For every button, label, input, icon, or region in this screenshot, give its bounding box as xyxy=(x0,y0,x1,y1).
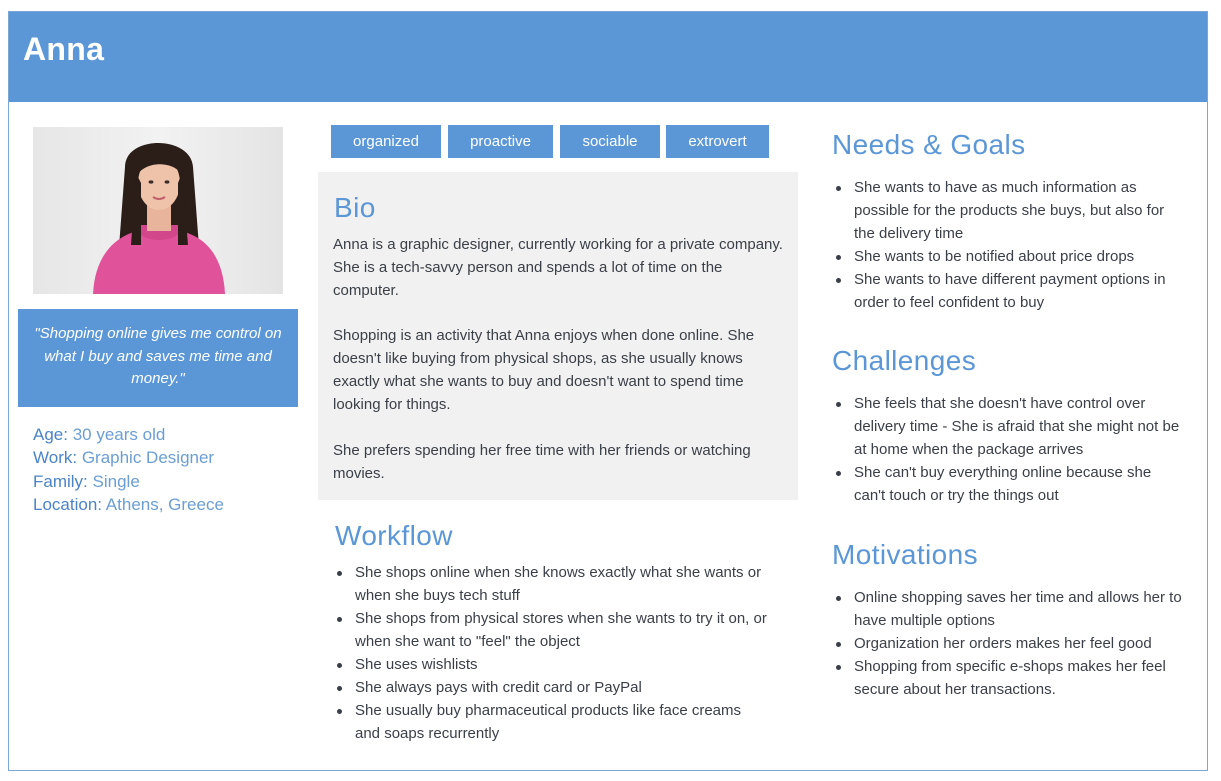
bio-section xyxy=(318,172,798,500)
needs-goals-list xyxy=(833,176,1188,314)
list-item: Organization her orders makes her feel good xyxy=(833,632,1188,655)
persona-facts xyxy=(33,423,293,516)
trait-tag: organized xyxy=(331,125,441,158)
persona-card xyxy=(8,11,1208,771)
challenges-list xyxy=(833,392,1183,507)
persona-quote: "Shopping online gives me control on what I buy and saves me time and money." xyxy=(18,309,298,407)
workflow-heading: Workflow xyxy=(335,520,453,551)
persona-name: Anna xyxy=(23,31,105,67)
bio-paragraph: Anna is a graphic designer, currently working for a private company. She is a tech-savvy person and spends a lot of time on the computer. xyxy=(333,236,783,299)
fact-age: Age: 30 years old xyxy=(33,425,166,444)
list-item: Shopping from specific e-shops makes her feel secure about her transactions. xyxy=(833,655,1188,701)
list-item: She can't buy everything online because she can't touch or try the things out xyxy=(833,461,1183,507)
needs-goals-heading: Needs & Goals xyxy=(832,129,1026,160)
list-item: She wants to have different payment options in order to feel confident to buy xyxy=(833,268,1188,314)
list-item: She uses wishlists xyxy=(334,653,789,676)
trait-tag: extrovert xyxy=(666,125,769,158)
fact-work: Work: Graphic Designer xyxy=(33,448,215,468)
fact-family: Family: Single xyxy=(33,471,140,491)
persona-photo xyxy=(33,127,283,294)
workflow-list xyxy=(334,561,789,745)
list-item: She always pays with credit card or PayPal xyxy=(334,676,789,699)
bio-heading: Bio xyxy=(334,192,376,223)
fact-location: Location: Athens, Greece xyxy=(33,494,224,514)
motivations-list xyxy=(833,586,1188,701)
motivations-heading: Motivations xyxy=(832,539,979,570)
persona-header xyxy=(9,12,1207,102)
list-item: She shops from physical stores when she wants to try it on, or when she want to "feel" the object xyxy=(334,607,789,653)
list-item: She wants to have as much information as possible for the products she buys, but also for the delivery time xyxy=(833,176,1188,245)
bio-paragraph: She prefers spending her free time with her friends or watching movies. xyxy=(333,442,751,482)
list-item: She feels that she doesn't have control over delivery time - She is afraid that she might not be at home when the package arrives xyxy=(833,392,1183,461)
trait-tag: sociable xyxy=(560,125,660,158)
list-item: Online shopping saves her time and allows her to have multiple options xyxy=(833,586,1188,632)
list-item: She shops online when she knows exactly what she wants or when she buys tech stuff xyxy=(334,561,789,607)
list-item: She usually buy pharmaceutical products like face creams and soaps recurrently xyxy=(334,699,764,745)
persona-portrait-illustration xyxy=(33,127,283,294)
challenges-heading: Challenges xyxy=(832,345,977,376)
trait-tag: proactive xyxy=(448,125,553,158)
list-item: She wants to be notified about price drops xyxy=(833,245,1188,268)
bio-paragraph: Shopping is an activity that Anna enjoys when done online. She doesn't like buying from physical shops, as she usually knows exactly what she wants to buy and doesn't want to spend time looking for things. xyxy=(333,327,755,413)
